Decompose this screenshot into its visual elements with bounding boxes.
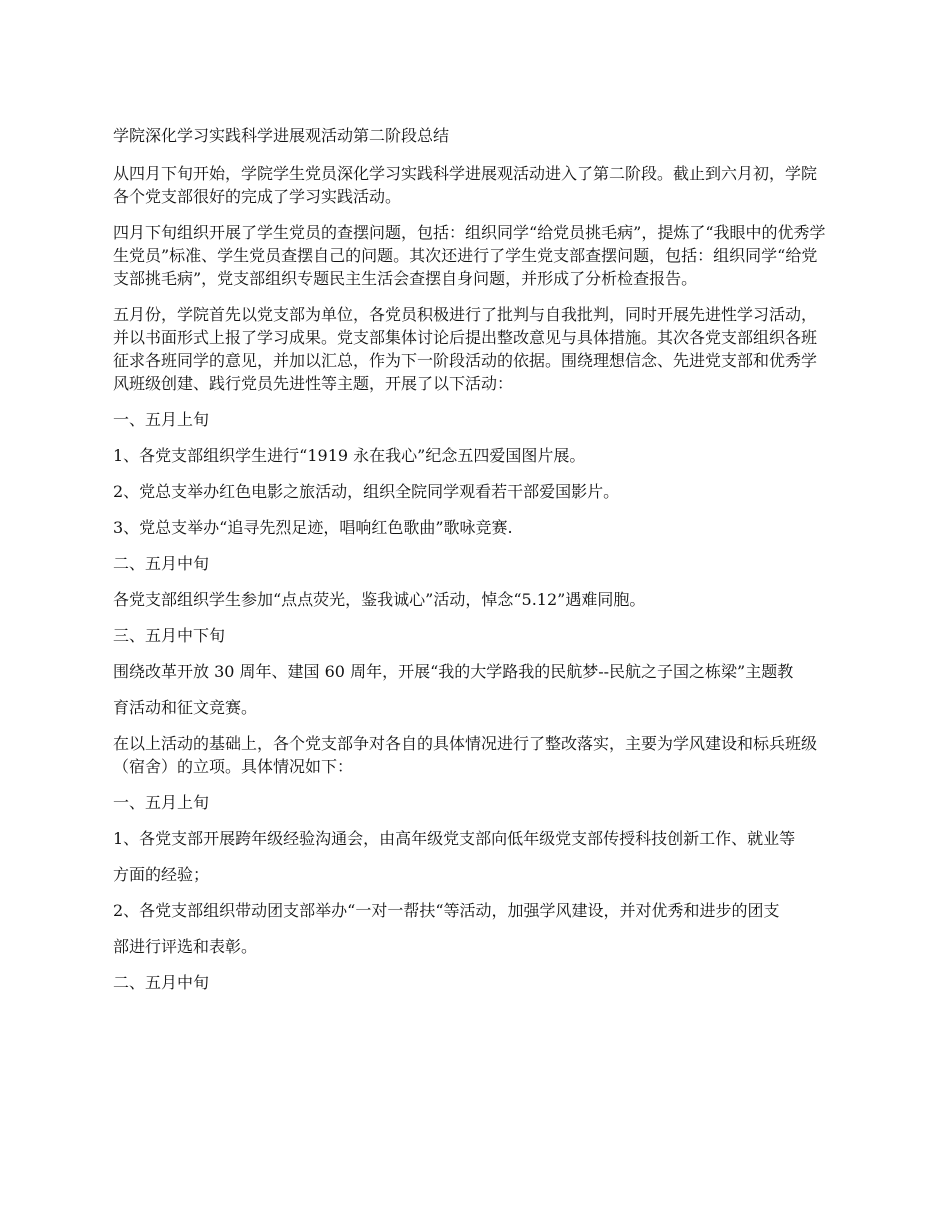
document-title: 学院深化学习实践科学进展观活动第二阶段总结 <box>113 126 450 145</box>
paragraph-april: 四月下旬组织开展了学生党员的查摆问题，包括：组织同学“给党员挑毛病”，提炼了“我眼中的优秀学生党员”标准、学生党员查摆自己的问题。其次还进行了学生党支部查摆问题，包括：组织同学“给党支部挑毛病”，党支部组织专题民主生活会查摆自身问题，并形成了分析检查报告。 <box>113 223 826 288</box>
paragraph-anniversary: 围绕改革开放 30 周年、建国 60 周年，开展“我的大学路我的民航梦--民航之子国之栋梁”主题教 <box>113 662 794 681</box>
paragraph-rectification: 在以上活动的基础上，各个党支部争对各自的具体情况进行了整改落实，主要为学风建设和标兵班级（宿舍）的立项。具体情况如下： <box>113 734 818 776</box>
paragraph-anniversary-cont: 育活动和征文竞赛。 <box>113 698 258 717</box>
section-heading-mid-may-2: 二、五月中旬 <box>113 973 210 992</box>
list-item-cont: 方面的经验； <box>113 865 210 884</box>
paragraph-may: 五月份，学院首先以党支部为单位，各党员积极进行了批判与自我批判，同时开展先进性学习活动，并以书面形式上报了学习成果。党支部集体讨论后提出整改意见与具体措施。其次各党支部组织各班征求各班同学的意见，并加以汇总，作为下一阶段活动的依据。围绕理想信念、先进党支部和优秀学风班级创建、践行党员先进性等主题，开展了以下活动： <box>113 305 818 393</box>
document-page <box>113 124 841 1007</box>
section-heading-mid-late-may: 三、五月中下旬 <box>113 626 226 645</box>
list-item: 2、党总支举办红色电影之旅活动，组织全院同学观看若干部爱国影片。 <box>113 482 620 501</box>
list-item: 3、党总支举办“追寻先烈足迹，唱响红色歌曲”歌咏竞赛. <box>113 518 513 537</box>
list-item: 2、各党支部组织带动团支部举办“一对一帮扶“等活动，加强学风建设，并对优秀和进步的团支 <box>113 901 780 920</box>
section-heading-early-may-2: 一、五月上旬 <box>113 793 210 812</box>
list-item: 1、各党支部开展跨年级经验沟通会，由高年级党支部向低年级党支部传授科技创新工作、就业等 <box>113 829 796 848</box>
section-heading-mid-may: 二、五月中旬 <box>113 554 210 573</box>
section-heading-early-may: 一、五月上旬 <box>113 410 210 429</box>
list-item-cont: 部进行评选和表彰。 <box>113 937 258 956</box>
paragraph-intro: 从四月下旬开始，学院学生党员深化学习实践科学进展观活动进入了第二阶段。截止到六月初，学院各个党支部很好的完成了学习实践活动。 <box>113 164 818 206</box>
list-item: 1、各党支部组织学生进行“1919 永在我心”纪念五四爱国图片展。 <box>113 446 586 465</box>
paragraph-mid-may: 各党支部组织学生参加“点点荧光，鉴我诚心”活动，悼念“5.12”遇难同胞。 <box>113 590 646 609</box>
